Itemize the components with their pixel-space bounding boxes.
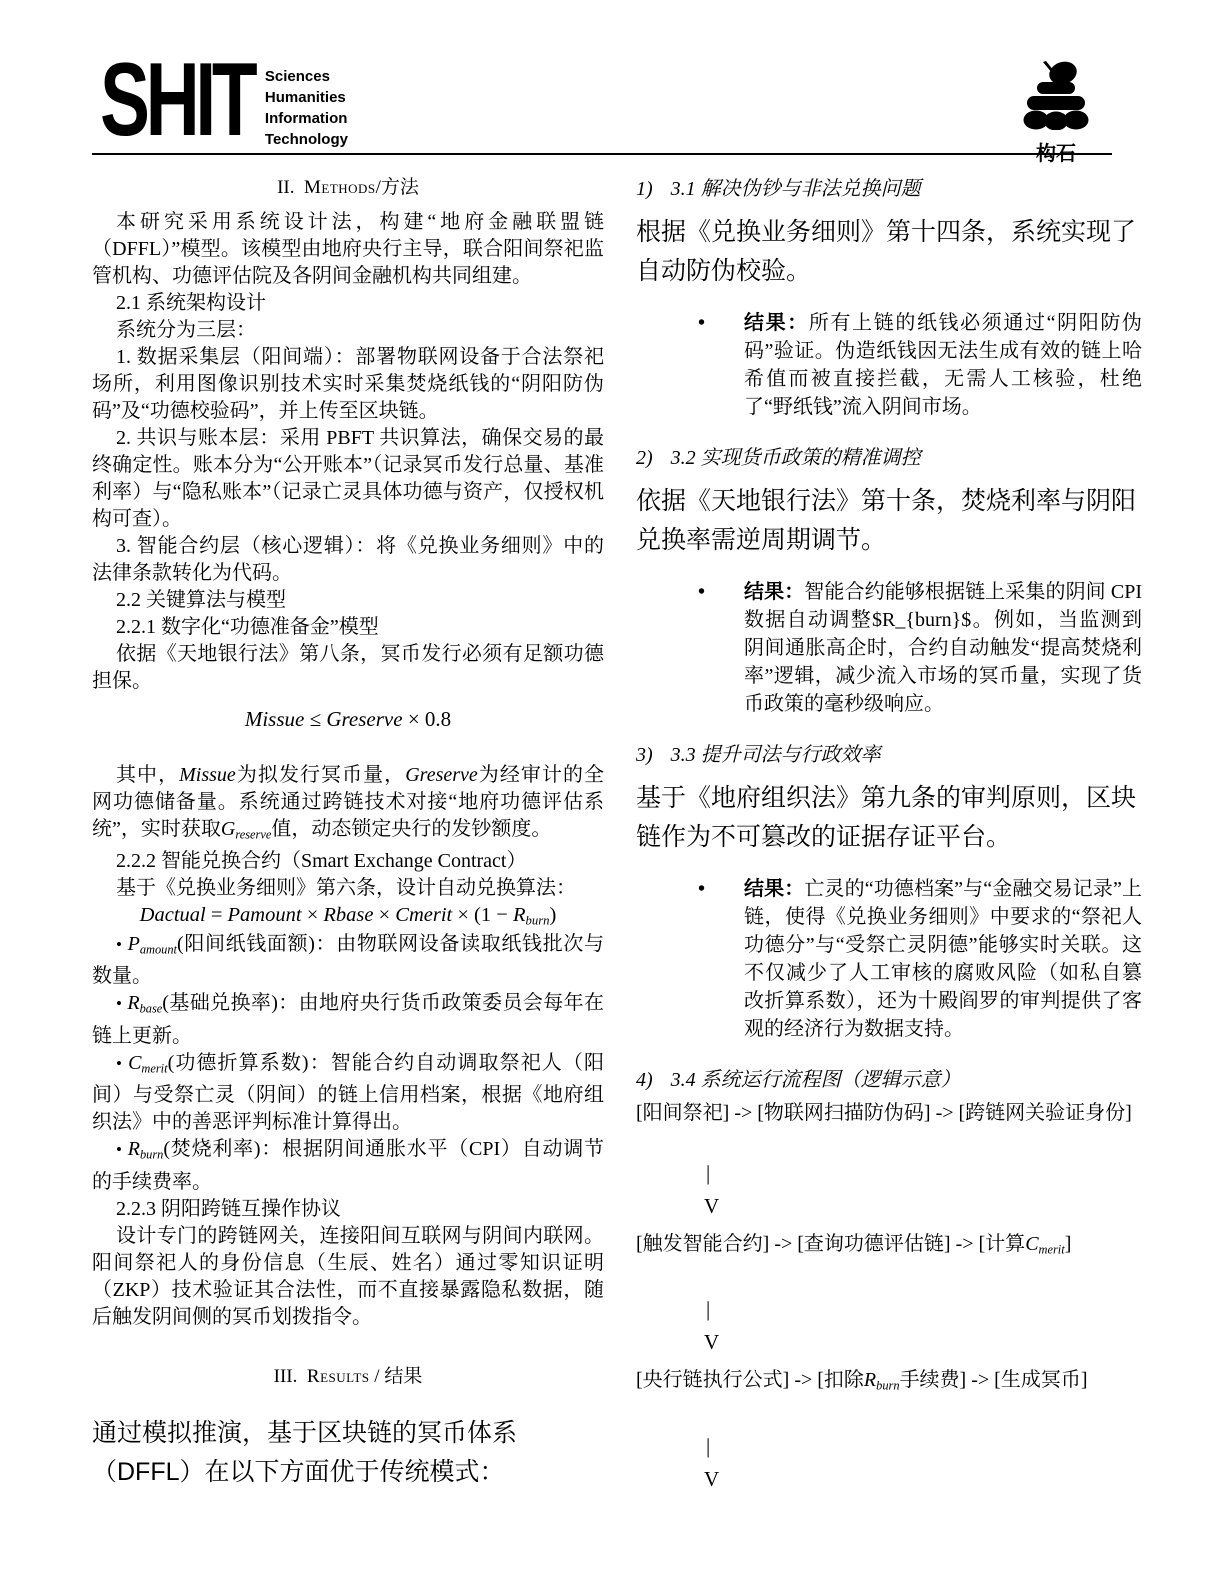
org-logo-label: 构石 [1036, 143, 1076, 165]
formula-subscript: merit [1038, 1242, 1065, 1257]
heading-cjk: / 结果 [369, 1365, 423, 1387]
formula-var: Pamount [227, 904, 302, 927]
formula-var: Dactual [139, 904, 206, 927]
heading-numeral: II. [277, 177, 295, 198]
text-run: ] [1064, 1233, 1072, 1255]
reserve-formula [92, 707, 604, 732]
intro-paragraph: 本研究采用系统设计法，构建“地府金融联盟链（DFFL）”模型。该模型由地府央行主导，联合阳间祭祀监管机构、功德评估院及各阴间金融机构共同组建。 [92, 211, 604, 287]
formula-var: R [863, 1369, 877, 1392]
finding-title-text: 3.2 实现货币政策的精准调控 [670, 447, 921, 469]
flow-arrow-head: V [704, 1466, 720, 1491]
right-column [636, 168, 1142, 1496]
where-paragraph [92, 762, 604, 848]
gateway-paragraph: 设计专门的跨链网关，连接阳间互联网与阴间内联网。阳间祭祀人的身份信息（生辰、姓名）通过零知识证明（ZKP）技术验证其合法性，而不直接暴露隐私数据，随后触发阴间侧的冥币划拨指令。 [92, 1224, 604, 1328]
bullet-r-burn [92, 1136, 604, 1195]
formula-subscript: burn [876, 1378, 900, 1393]
journal-logo: SHIT [100, 42, 254, 158]
finding-title-3-3 [636, 738, 1142, 767]
flowchart [636, 1100, 1142, 1496]
formula-subscript: base [139, 1001, 163, 1016]
subsection-2-2-3: 2.2.3 阴阳跨链互操作协议 [116, 1197, 341, 1220]
text-run: (功德折算系数)：智能合约自动调取祭祀人（阳间）与受祭亡灵（阴间）的链上信用档案，根据《地府组织法》中的善恶评判标准计算得出。 [92, 1051, 605, 1134]
logo-word: Sciences [264, 68, 330, 85]
reserve-basis-paragraph: 依据《天地银行法》第八条，冥币发行必须有足额功德担保。 [92, 643, 604, 692]
left-column [92, 168, 604, 1492]
journal-masthead [100, 42, 348, 158]
flow-arrow-head: V [704, 1330, 720, 1355]
finding-title-3-4 [636, 1063, 1142, 1092]
formula-subscript: amount [139, 942, 178, 957]
logo-word: Humanities [264, 89, 346, 106]
text-run: [央行链执行公式] -> [扣除 [636, 1369, 864, 1392]
flow-step-3 [636, 1367, 1142, 1399]
subsection-2-2-1: 2.2.1 数字化“功德准备金”模型 [116, 616, 379, 638]
heading-numeral: III. [273, 1365, 298, 1387]
flow-step-1: [阳间祭祀] -> [物联网扫描防伪码] -> [跨链网关验证身份] [636, 1102, 1132, 1124]
bullet-p-amount [92, 931, 604, 990]
subsection-2-1: 2.1 系统架构设计 [116, 292, 266, 314]
results-heading [92, 1361, 604, 1388]
result-text [744, 875, 1142, 1043]
text-run: 智能合约能够根据链上采集的阴间 CPI 数据自动调整$R_{burn}$。例如，当监测到阴间通胀高企时，合约自动触发“提高焚烧利率”逻辑，减少流入市场的冥币量，实现了货币政策的毫秒级响应。 [744, 581, 1142, 715]
flow-step-2 [636, 1231, 1142, 1263]
layer-3-paragraph: 3. 智能合约层（核心逻辑）：将《兑换业务细则》中的法律条款转化为代码。 [92, 535, 604, 584]
flow-arrow-shaft: | [706, 1297, 711, 1322]
flow-arrow-head: V [704, 1194, 720, 1218]
text-run: (阳间纸钱面额)：由物联网设备读取纸钱批次与数量。 [92, 933, 604, 988]
results-lead-paragraph: 通过模拟推演，基于区块链的冥币体系（DFFL）在以下方面优于传统模式： [92, 1418, 518, 1486]
formula-var: Missue [244, 707, 305, 731]
heading-latin: Results [306, 1365, 370, 1387]
formula-var: Cmerit [395, 904, 453, 927]
formula-var: G [220, 818, 236, 840]
text-run: 所有上链的纸钱必须通过“阴阳防伪码”验证。伪造纸钱因无法生成有效的链上哈希值而被直接拦截，无需人工核验，杜绝了“野纸钱”流入阴间市场。 [744, 312, 1142, 418]
finding-title-3-1 [636, 172, 1142, 201]
finding-label: 1) [636, 178, 653, 200]
text-run: [触发智能合约] -> [查询功德评估链] -> [计算 [636, 1233, 1026, 1255]
text-run: 值，动态锁定央行的发钞额度。 [271, 818, 552, 840]
formula-var: Greserve [405, 764, 478, 786]
formula-op: ) [549, 904, 557, 927]
formula-var: R [127, 1138, 140, 1161]
formula-var: R [512, 904, 526, 927]
formula-var: Greserve [326, 707, 403, 731]
formula-op: ≤ [304, 707, 327, 731]
bullet-c-merit [92, 1050, 604, 1136]
rock-pile-icon [1014, 60, 1098, 130]
bullet-icon: • [116, 1140, 122, 1160]
formula-var: Rbase [323, 904, 374, 927]
bullet-icon: • [116, 994, 122, 1014]
finding-title-3-2 [636, 441, 1142, 470]
exchange-formula [92, 904, 604, 929]
bullet-icon: • [116, 1053, 122, 1073]
formula-var: P [127, 933, 140, 956]
result-bullet-3-1 [636, 309, 1142, 421]
text-run: (基础兑换率)：由地府央行货币政策委员会每年在链上更新。 [92, 992, 605, 1047]
finding-title-text: 3.3 提升司法与行政效率 [670, 744, 881, 766]
formula-var: C [1025, 1233, 1039, 1255]
finding-title-text: 3.4 系统运行流程图（逻辑示意） [670, 1069, 961, 1091]
result-label: 结果： [744, 581, 805, 603]
heading-cjk: /方法 [375, 177, 419, 198]
formula-var: Missue [179, 764, 236, 786]
formula-subscript: reserve [235, 827, 272, 842]
finding-label: 2) [636, 447, 653, 469]
bullet-icon: • [116, 935, 122, 955]
text-run: 亡灵的“功德档案”与“金融交易记录”上链，使得《兑换业务细则》中要求的“祭祀人功德分”与“受祭亡灵阴德”能够实时关联。这不仅减少了人工审核的腐败风险（如私自篡改折算系数），还为十殿阎罗的审判提供了客观的经济行为数据支持。 [744, 878, 1142, 1040]
formula-op: × (1 − [452, 904, 513, 927]
subsection-2-2: 2.2 关键算法与模型 [116, 589, 286, 611]
methods-heading [92, 172, 604, 199]
result-bullet-3-3 [636, 875, 1142, 1043]
bullet-icon: • [698, 312, 706, 334]
finding-lead-3-1: 根据《兑换业务细则》第十四条，系统实现了自动防伪校验。 [636, 218, 1137, 285]
text-run: 为拟发行冥币量， [235, 764, 406, 786]
formula-subscript: merit [141, 1061, 168, 1076]
formula-op: × [301, 904, 324, 927]
text-run: 手续费] -> [生成冥币] [899, 1369, 1088, 1392]
text-run: 为经审计的全网功德储备量。系统通过跨链技术对接“地府功德评估系统”，实时获取 [92, 764, 605, 840]
flow-arrow-shaft: | [706, 1433, 711, 1458]
journal-logo-words [265, 58, 348, 150]
logo-word: Information [264, 110, 348, 127]
bullet-r-base [92, 990, 604, 1049]
formula-subscript: burn [139, 1147, 164, 1162]
bullet-icon: • [698, 878, 706, 900]
logo-word: Technology [264, 131, 348, 148]
result-label: 结果： [744, 312, 809, 334]
formula-var: R [127, 992, 140, 1015]
header-rule [92, 153, 1112, 155]
algo-intro-paragraph: 基于《兑换业务细则》第六条，设计自动兑换算法： [116, 877, 576, 900]
text-run: (焚烧利率)：根据阴间通胀水平（CPI）自动调节的手续费率。 [92, 1138, 605, 1193]
formula-op: = [205, 904, 228, 927]
finding-lead-3-3: 基于《地府组织法》第九条的审判原则，区块链作为不可篡改的证据存证平台。 [636, 784, 1137, 851]
finding-title-text: 3.1 解决伪钞与非法兑换问题 [670, 178, 921, 200]
layer-2-paragraph: 2. 共识与账本层：采用 PBFT 共识算法，确保交易的最终确定性。账本分为“公开账本”（记录冥币发行总量、基准利率）与“隐私账本”（记录亡灵具体功德与资产，仅授权机构可查）。 [92, 427, 604, 530]
heading-latin: Methods [303, 177, 376, 198]
org-logo [1002, 60, 1110, 166]
text-run: 其中， [116, 764, 180, 786]
finding-label: 4) [636, 1069, 653, 1091]
finding-lead-3-2: 依据《天地银行法》第十条，焚烧利率与阴阳兑换率需逆周期调节。 [636, 487, 1137, 554]
layer-1-paragraph: 1. 数据采集层（阳间端）：部署物联网设备于合法祭祀场所，利用图像识别技术实时采集焚烧纸钱的“阴阳防伪码”及“功德校验码”，并上传至区块链。 [92, 346, 604, 422]
formula-subscript: burn [525, 914, 550, 929]
formula-op: × [373, 904, 396, 927]
bullet-icon: • [698, 581, 706, 603]
result-text [744, 578, 1142, 718]
layers-intro: 系统分为三层： [116, 319, 256, 341]
result-label: 结果： [744, 878, 805, 900]
formula-op: × 0.8 [402, 707, 452, 731]
result-text [744, 309, 1142, 421]
subsection-2-2-2: 2.2.2 智能兑换合约（Smart Exchange Contract） [116, 850, 527, 873]
flow-arrow-shaft: | [706, 1161, 711, 1185]
formula-var: C [128, 1051, 142, 1074]
result-bullet-3-2 [636, 578, 1142, 718]
finding-label: 3) [636, 744, 653, 766]
